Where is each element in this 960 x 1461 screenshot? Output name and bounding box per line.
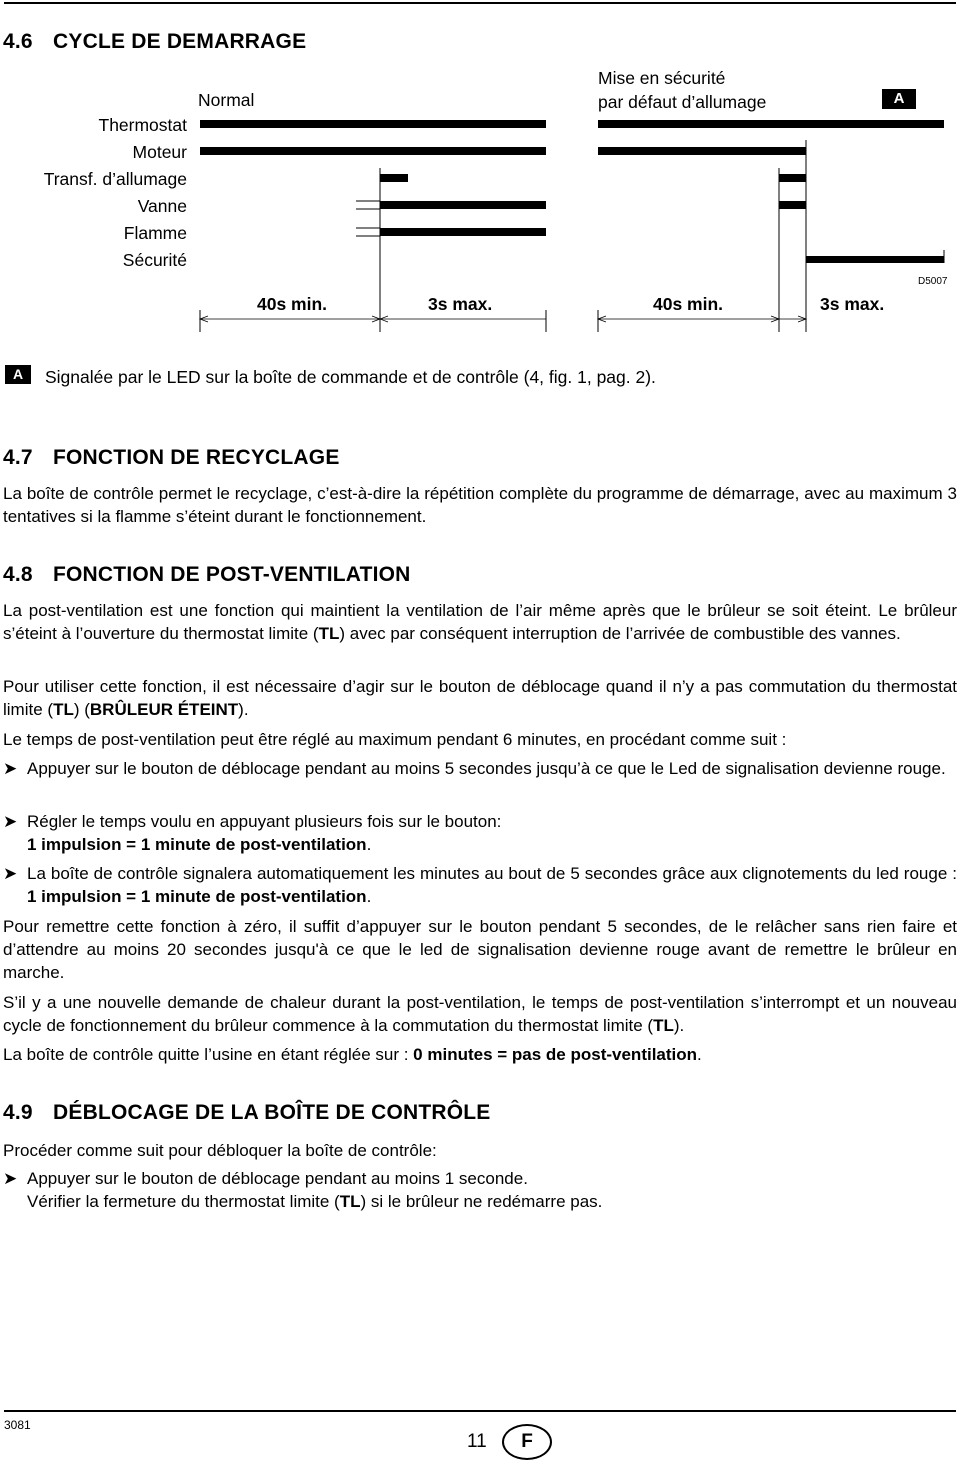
bullet-arrow-icon: ➤ bbox=[3, 812, 18, 831]
language-badge: F bbox=[502, 1424, 552, 1460]
column-safety-label-line1: Mise en sécurité bbox=[598, 68, 726, 88]
bar-ignition-normal bbox=[380, 174, 408, 182]
bar-ignition-safety bbox=[779, 174, 806, 182]
postvent-paragraph-1: La post-ventilation est une fonction qui maintient la ventilation de l’air même après que le brûleur se soit éteint. Le brûleur s’éteint à l’ouverture du thermostat limite (TL) avec par conséquent interruption de l’arrivée de combustible des vannes. bbox=[3, 601, 957, 643]
section-4-8-heading: 4.8 FONCTION DE POST-VENTILATION bbox=[3, 563, 411, 586]
duration-label-1: 40s min. bbox=[257, 294, 328, 314]
section-4-7-heading: 4.7 FONCTION DE RECYCLAGE bbox=[3, 446, 340, 469]
bar-thermostat-safety bbox=[598, 120, 944, 128]
duration-label-3: 40s min. bbox=[653, 294, 724, 314]
column-normal-label: Normal bbox=[198, 90, 255, 110]
bar-thermostat-normal bbox=[200, 120, 546, 128]
duration-label-4: 3s max. bbox=[820, 294, 885, 314]
page-number: 11 bbox=[467, 1431, 487, 1452]
note-badge-a: A bbox=[5, 365, 31, 384]
badge-a: A bbox=[882, 89, 916, 109]
bullet-arrow-icon: ➤ bbox=[3, 759, 18, 778]
postvent-paragraph-4: Pour remettre cette fonction à zéro, il suffit d’appuyer sur le bouton pendant 5 secondes, de le relâcher sans rien faire et d’attendre au moins 20 secondes jusqu'à ce que le led de signalisation devienne rouge avant de remettre le brûleur en marche. bbox=[3, 917, 957, 982]
section-title: CYCLE DE DEMARRAGE bbox=[53, 30, 307, 53]
postvent-paragraph-2: Pour utiliser cette fonction, il est nécessaire d’agir sur le bouton de déblocage quand il n’y a pas commutation du thermostat limite (TL) (BRÛLEUR ÉTEINT). bbox=[3, 677, 957, 719]
timing-bars bbox=[0, 0, 960, 340]
bar-flame-normal bbox=[380, 228, 546, 236]
bullet-arrow-icon: ➤ bbox=[3, 1169, 18, 1188]
footer-code: 3081 bbox=[4, 1418, 31, 1432]
duration-label-2: 3s max. bbox=[428, 294, 493, 314]
diagram-code: D5007 bbox=[918, 276, 948, 287]
signal-label-ignition: Transf. d’allumage bbox=[43, 169, 187, 189]
section-4-9-heading: 4.9 DÉBLOCAGE DE LA BOÎTE DE CONTRÔLE bbox=[3, 1101, 491, 1124]
signal-label-motor: Moteur bbox=[132, 142, 187, 162]
postvent-paragraph-6: La boîte de contrôle quitte l’usine en étant réglée sur : 0 minutes = pas de post-ventilation. bbox=[3, 1045, 702, 1064]
note-a-text: Signalée par le LED sur la boîte de commande et de contrôle (4, fig. 1, pag. 2). bbox=[45, 367, 656, 387]
recycle-paragraph: La boîte de contrôle permet le recyclage, c’est-à-dire la répétition complète du programme de démarrage, avec au maximum 3 tentatives si la flamme s’éteint durant le fonctionnement. bbox=[3, 484, 957, 526]
column-safety-label-line2: par défaut d’allumage bbox=[598, 92, 767, 112]
signal-label-safety: Sécurité bbox=[122, 250, 187, 270]
postvent-bullet-2: ➤ Régler le temps voulu en appuyant plusieurs fois sur le bouton: 1 impulsion = 1 minute de post-ventilation. bbox=[3, 812, 502, 854]
bar-valve-normal bbox=[380, 201, 546, 209]
postvent-paragraph-3: Le temps de post-ventilation peut être réglé au maximum pendant 6 minutes, en procédant comme suit : bbox=[3, 730, 787, 749]
bar-motor-safety bbox=[598, 147, 806, 155]
unlock-paragraph: Procéder comme suit pour débloquer la boîte de contrôle: bbox=[3, 1141, 437, 1160]
signal-label-flame: Flamme bbox=[123, 223, 187, 243]
signal-label-thermostat: Thermostat bbox=[98, 115, 187, 135]
postvent-bullet-3: ➤ La boîte de contrôle signalera automatiquement les minutes au bout de 5 secondes grâce aux clignotements du led rouge : 1 impulsion = 1 minute de post-ventilation. bbox=[3, 864, 957, 906]
bar-motor-normal bbox=[200, 147, 546, 155]
signal-label-valve: Vanne bbox=[137, 196, 187, 216]
bar-valve-safety bbox=[779, 201, 806, 209]
section-number: 4.6 bbox=[3, 30, 33, 53]
bullet-arrow-icon: ➤ bbox=[3, 864, 18, 883]
postvent-bullet-1: ➤ Appuyer sur le bouton de déblocage pendant au moins 5 secondes jusqu’à ce que le Led de signalisation devienne rouge. bbox=[3, 759, 946, 778]
bar-safety-safety bbox=[806, 256, 944, 263]
footer-rule bbox=[4, 1410, 956, 1412]
postvent-paragraph-5: S’il y a une nouvelle demande de chaleur durant la post-ventilation, le temps de post-ventilation s’interrompt et un nouveau cycle de fonctionnement du brûleur commence à la commutation du thermostat limite (TL). bbox=[3, 993, 957, 1035]
unlock-bullet-1: ➤ Appuyer sur le bouton de déblocage pendant au moins 1 seconde. Vérifier la fermeture du thermostat limite (TL) si le brûleur ne redémarre pas. bbox=[3, 1169, 603, 1211]
